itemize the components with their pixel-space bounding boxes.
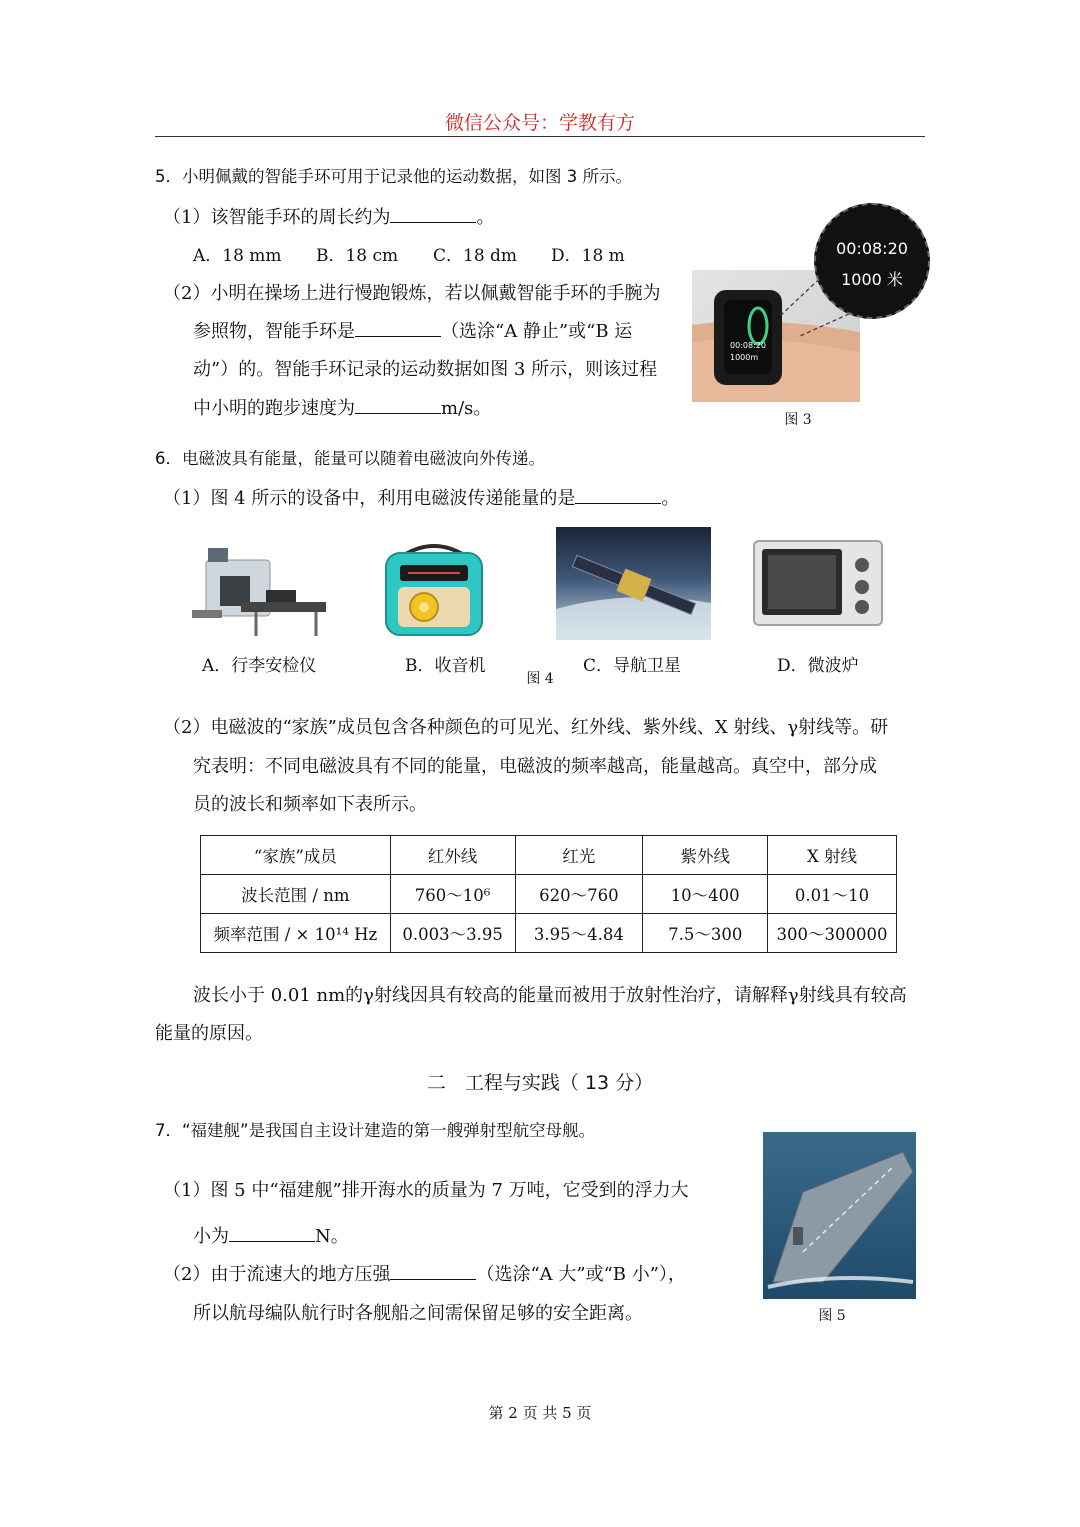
q7-part1-line2: 小为 N。 (193, 1222, 349, 1248)
watch-time: 00:08:20 (836, 239, 908, 258)
table-cell: 3.95～4.84 (515, 914, 643, 953)
microwave-image (752, 537, 886, 633)
table-header-cell: 红光 (515, 836, 643, 875)
table-cell: 0.003～3.95 (390, 914, 515, 953)
q5-part2-line2: 参照物，智能手环是 （选涂“A 静止”或“B 运 (193, 317, 632, 343)
q5-part2-line3: 动”）的。智能手环记录的运动数据如图 3 所示，则该过程 (193, 359, 658, 380)
table-header-cell: “家族”成员 (201, 836, 391, 875)
answer-blank[interactable] (575, 485, 661, 504)
table-row-label: 波长范围 / nm (201, 875, 391, 914)
q5-part1: （1）该智能手环的周长约为 。 (163, 203, 494, 229)
answer-blank[interactable] (390, 1261, 476, 1280)
q5-stem: 5．小明佩戴的智能手环可用于记录他的运动数据，如图 3 所示。 (155, 167, 632, 186)
answer-blank[interactable] (229, 1223, 315, 1242)
device-option-a[interactable]: A．行李安检仪 (202, 656, 317, 676)
table-cell: 10～400 (643, 875, 768, 914)
section-2-title: 二 工程与实践（ 13 分） (426, 1072, 654, 1094)
table-header-row (201, 836, 897, 875)
table-cell: 760～10⁶ (390, 875, 515, 914)
table-cell: 7.5～300 (643, 914, 768, 953)
q5-option-c[interactable]: C．18 dm (433, 246, 518, 266)
q6-stem: 6．电磁波具有能量，能量可以随着电磁波向外传递。 (155, 449, 545, 468)
answer-blank[interactable] (355, 395, 441, 414)
em-wave-table (200, 835, 897, 953)
table-row-label: 频率范围 / × 10¹⁴ Hz (201, 914, 391, 953)
aircraft-carrier-image (763, 1132, 916, 1299)
q7-part2-line1: （2）由于流速大的地方压强 （选涂“A 大”或“B 小”）， (163, 1260, 686, 1286)
header-rule (155, 136, 925, 137)
page-header: 微信公众号：学教有方 (444, 112, 635, 134)
figure-4-caption: 图 4 (526, 671, 554, 687)
radio-image (382, 537, 486, 639)
q5-part2-line4: 中小明的跑步速度为 m/s。 (193, 394, 491, 420)
q5-option-b[interactable]: B．18 cm (316, 246, 399, 266)
device-option-c[interactable]: C．导航卫星 (583, 656, 682, 676)
q6-part2-line2: 究表明：不同电磁波具有不同的能量，电磁波的频率越高，能量越高。真空中，部分成 (193, 756, 877, 777)
table-row (201, 914, 897, 953)
svg-text:1000m: 1000m (730, 353, 759, 362)
table-header-cell: 紫外线 (643, 836, 768, 875)
zoom-circle (814, 203, 930, 319)
table-header-cell: X 射线 (768, 836, 897, 875)
q7-part2-line2: 所以航母编队航行时各舰船之间需保留足够的安全距离。 (193, 1303, 643, 1324)
q6-part2-line3: 员的波长和频率如下表所示。 (193, 794, 427, 815)
svg-text:00:08:20: 00:08:20 (730, 341, 766, 350)
answer-blank[interactable] (355, 318, 441, 337)
q7-stem: 7．“福建舰”是我国自主设计建造的第一艘弹射型航空母舰。 (155, 1121, 596, 1140)
figure-3-caption: 图 3 (784, 412, 812, 428)
watch-distance: 1000 米 (841, 270, 903, 289)
q6-part3-line2: 能量的原因。 (155, 1023, 263, 1044)
answer-blank[interactable] (390, 204, 476, 223)
page-footer: 第 2 页 共 5 页 (488, 1404, 592, 1422)
table-cell: 300～300000 (768, 914, 897, 953)
table-header-cell: 红外线 (390, 836, 515, 875)
table-row (201, 875, 897, 914)
q5-part2-line1: （2）小明在操场上进行慢跑锻炼，若以佩戴智能手环的手腕为 (163, 283, 661, 304)
q6-part3-line1: 波长小于 0.01 nm的γ射线因具有较高的能量而被用于放射性治疗，请解释γ射线具有较高 (193, 985, 907, 1006)
table-cell: 620～760 (515, 875, 643, 914)
q7-part1-line1: （1）图 5 中“福建舰”排开海水的质量为 7 万吨，它受到的浮力大 (163, 1180, 689, 1201)
navigation-satellite-image (556, 527, 711, 640)
luggage-scanner-image (186, 540, 332, 640)
figure-5-caption: 图 5 (818, 1308, 846, 1324)
table-cell: 0.01～10 (768, 875, 897, 914)
q5-option-d[interactable]: D．18 m (551, 246, 625, 266)
q6-part1: （1）图 4 所示的设备中，利用电磁波传递能量的是 。 (163, 484, 679, 510)
device-option-d[interactable]: D．微波炉 (777, 656, 859, 676)
device-option-b[interactable]: B．收音机 (405, 656, 486, 676)
q5-option-a[interactable]: A．18 mm (193, 246, 282, 266)
q6-part2-line1: （2）电磁波的“家族”成员包含各种颜色的可见光、红外线、紫外线、X 射线、γ射线等。研 (163, 717, 889, 738)
